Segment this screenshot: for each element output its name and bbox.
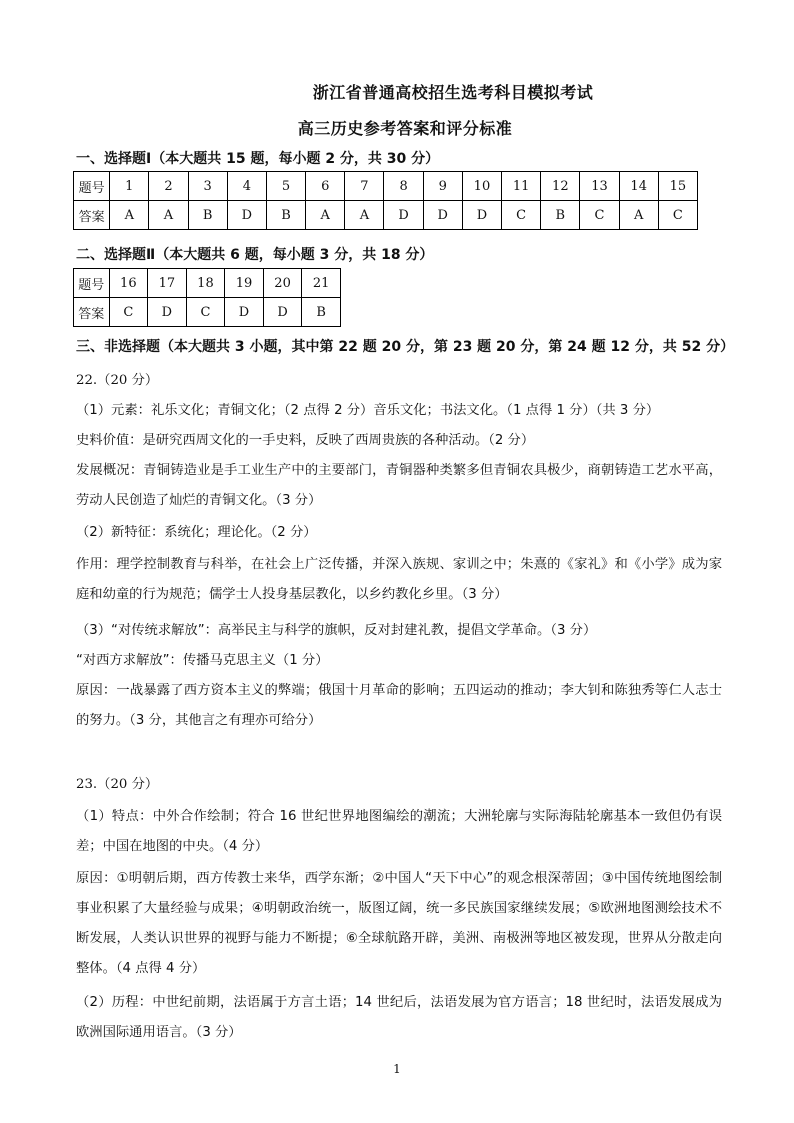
answer-cell: C [109, 298, 148, 327]
answer-cell: C [502, 201, 541, 230]
question-number: 21 [302, 269, 341, 298]
question-number: 10 [462, 172, 501, 201]
answer-cell: B [266, 201, 305, 230]
q23-part1-features: （1）特点：中外合作绘制；符合 16 世纪世界地图编绘的潮流；大洲轮廓与实际海陆轮廓基本一致但仍有误差；中国在地图的中央。（4 分） [76, 809, 722, 854]
answer-cell: A [110, 201, 149, 230]
q22-number: 22.（20 分） [76, 373, 159, 388]
answer-cell: D [148, 298, 187, 327]
question-number: 14 [619, 172, 658, 201]
question-number: 11 [502, 172, 541, 201]
question-number: 1 [110, 172, 149, 201]
section1-answer-table [73, 171, 698, 230]
row-label-answer: 答案 [74, 298, 110, 327]
answer-cell: A [149, 201, 188, 230]
answer-row [74, 201, 698, 230]
q22-part2-effect: 作用：理学控制教育与科举，在社会上广泛传播，并深入族规、家训之中；朱熹的《家礼》和《小学》成为家庭和幼童的行为规范；儒学士人投身基层教化，以乡约教化乡里。（3 分） [76, 557, 722, 602]
question-number: 15 [658, 172, 697, 201]
question-number: 18 [186, 269, 225, 298]
answer-cell: B [188, 201, 227, 230]
answer-cell: D [227, 201, 266, 230]
page-number: 1 [393, 1062, 401, 1076]
question-number: 8 [384, 172, 423, 201]
answer-cell: D [384, 201, 423, 230]
question-number-row [74, 269, 341, 298]
section2-heading: 二、选择题Ⅱ（本大题共 6 题，每小题 3 分，共 18 分） [76, 247, 434, 263]
answer-cell: A [306, 201, 345, 230]
row-label-question: 题号 [74, 269, 110, 298]
question-number: 17 [148, 269, 187, 298]
question-number: 5 [266, 172, 305, 201]
q22-part3-reasons: 原因：一战暴露了西方资本主义的弊端；俄国十月革命的影响；五四运动的推动；李大钊和陈独秀等仁人志士的努力。（3 分，其他言之有理亦可给分） [76, 683, 722, 728]
question-number: 16 [109, 269, 148, 298]
question-number: 6 [306, 172, 345, 201]
answer-cell: C [186, 298, 225, 327]
question-number: 9 [423, 172, 462, 201]
question-number: 3 [188, 172, 227, 201]
row-label-question: 题号 [74, 172, 110, 201]
row-label-answer: 答案 [74, 201, 110, 230]
question-number: 2 [149, 172, 188, 201]
answer-key-title: 高三历史参考答案和评分标准 [297, 119, 513, 138]
q22-development-overview: 发展概况：青铜铸造业是手工业生产中的主要部门，青铜器种类繁多但青铜农具极少，商朝铸造工艺水平高，劳动人民创造了灿烂的青铜文化。（3 分） [76, 463, 722, 508]
answer-cell: A [345, 201, 384, 230]
answer-cell: C [580, 201, 619, 230]
answer-cell: D [263, 298, 302, 327]
q22-part1-elements: （1）元素：礼乐文化；青铜文化；（2 点得 2 分）音乐文化；书法文化。（1 点得 1 分）（共 3 分） [76, 403, 660, 418]
section3-heading: 三、非选择题（本大题共 3 小题，其中第 22 题 20 分，第 23 题 20 分，第 24 题 12 分，共 52 分） [76, 339, 735, 355]
answer-cell: D [225, 298, 264, 327]
q22-part3-tradition: （3）“对传统求解放”：高举民主与科学的旗帜，反对封建礼教，提倡文学革命。（3 分） [76, 623, 597, 638]
answer-cell: C [658, 201, 697, 230]
question-number: 7 [345, 172, 384, 201]
question-number: 13 [580, 172, 619, 201]
q23-number: 23.（20 分） [76, 777, 159, 792]
question-number: 19 [225, 269, 264, 298]
answer-cell: B [541, 201, 580, 230]
q23-part2-history: （2）历程：中世纪前期，法语属于方言土语；14 世纪后，法语发展为官方语言；18 世纪时，法语发展成为欧洲国际通用语言。（3 分） [76, 995, 722, 1040]
question-number: 20 [263, 269, 302, 298]
exam-title: 浙江省普通高校招生选考科目模拟考试 [312, 83, 594, 102]
question-number: 12 [541, 172, 580, 201]
question-number-row [74, 172, 698, 201]
q22-historical-value: 史料价值：是研究西周文化的一手史料，反映了西周贵族的各种活动。（2 分） [76, 433, 535, 448]
answer-cell: B [302, 298, 341, 327]
section1-heading: 一、选择题Ⅰ（本大题共 15 题，每小题 2 分，共 30 分） [76, 151, 440, 167]
q22-part2-features: （2）新特征：系统化；理论化。（2 分） [76, 525, 317, 540]
answer-cell: D [423, 201, 462, 230]
answer-cell: A [619, 201, 658, 230]
section2-answer-table [73, 268, 341, 327]
question-number: 4 [227, 172, 266, 201]
answer-row [74, 298, 341, 327]
q23-part1-reasons: 原因：①明朝后期，西方传教士来华，西学东渐；②中国人“天下中心”的观念根深蒂固；③中国传统地图绘制事业积累了大量经验与成果；④明朝政治统一，版图辽阔，统一多民族国家继续发展；⑤欧洲地图测绘技术不断发展，人类认识世界的视野与能力不断提；⑥全球航路开辟，美洲、南极洲等地区被发现，世界从分散走向整体。（4 点得 4 分） [76, 871, 722, 976]
q22-part3-west: “对西方求解放”：传播马克思主义（1 分） [76, 653, 329, 668]
answer-cell: D [462, 201, 501, 230]
